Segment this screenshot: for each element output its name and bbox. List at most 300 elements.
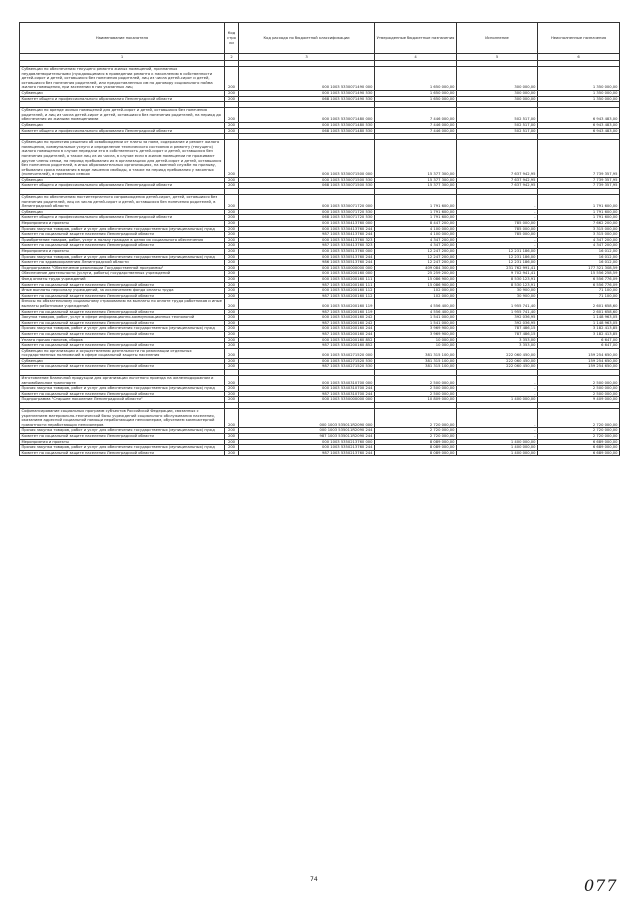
column-number: 4 [375,54,457,61]
row-approved: 3 969 900,00 [375,331,457,337]
row-approved: 381 315 100,00 [375,348,457,358]
row-approved: 1 791 600,00 [375,215,457,221]
row-kbk: 000 1003 5350000000 000 [239,397,375,403]
row-name: Мероприятия и проекты [20,221,225,227]
row-unexecuted: 6 647,00 [538,337,620,343]
row-code: 200 [225,282,239,288]
row-execution: 300 000,00 [457,67,538,91]
row-execution: 8 530 123,91 [457,282,538,288]
row-execution: - [457,195,538,210]
row-execution: 1 400 000,00 [457,445,538,451]
row-approved: 2 500 000,00 [375,386,457,392]
table-body [20,61,620,456]
row-unexecuted: 1 350 000,00 [538,90,620,96]
row-unexecuted: 7 739 357,95 [538,183,620,189]
row-code: 200 [225,128,239,134]
row-unexecuted: 7 739 357,95 [538,140,620,178]
row-kbk: 000 1003 5330071490 530 [239,90,375,96]
row-approved: 7 446 000,00 [375,122,457,128]
row-code: 200 [225,343,239,349]
row-unexecuted: 71 100,00 [538,288,620,294]
row-code: 200 [225,96,239,102]
row-kbk: 000 1003 5340200160 112 [239,288,375,294]
row-name: Прочая закупка товаров, работ и услуг для обеспечения государственных (муниципальных) нужд [20,428,225,434]
row-unexecuted: 2 601 658,60 [538,299,620,309]
row-name: Комитет по социальной защите населения Ленинградской области [20,364,225,370]
row-execution: 9 702 941,41 [457,271,538,277]
row-name: Комитет по социальной защите населения Ленинградской области [20,391,225,397]
row-kbk: 000 1003 5330071480 530 [239,122,375,128]
row-unexecuted: 1 791 600,00 [538,209,620,215]
row-name: Иные выплаты персоналу учреждений, за исключением фонда оплаты труда [20,288,225,294]
row-approved: 1 650 000,00 [375,96,457,102]
row-kbk: 000 1003 535011R2090 244 [239,428,375,434]
row-execution: 300 000,00 [457,90,538,96]
row-execution: 785 000,00 [457,221,538,227]
row-unexecuted: 4 347 200,00 [538,237,620,243]
row-code: 200 [225,450,239,456]
row-unexecuted: 9 409 000,00 [538,397,620,403]
row-name: Субвенции [20,209,225,215]
row-kbk: 986 1003 5330513760 244 [239,260,375,266]
row-kbk: 000 1003 5340200160 852 [239,337,375,343]
row-unexecuted: 6 556 776,09 [538,276,620,282]
row-code: 200 [225,326,239,332]
row-kbk: 987 1003 5340200160 242 [239,320,375,326]
row-kbk: 987 1003 5330413760 244 [239,232,375,238]
row-name: Обеспечение деятельности (услуги, работы) государственных учреждений [20,271,225,277]
row-unexecuted: 2 720 000,00 [538,409,620,428]
row-kbk: 000 1003 5330071490 000 [239,67,375,91]
row-execution: 785 000,00 [457,226,538,232]
row-name: Субвенции по организации и осуществлению деятельности по реализации отдельных государственных полномочий в сфере социальной защиты населения [20,348,225,358]
row-unexecuted: 7 662 200,00 [538,221,620,227]
row-code: 200 [225,221,239,227]
row-code: 200 [225,90,239,96]
row-approved: 102 000,00 [375,293,457,299]
row-unexecuted: 1 791 600,00 [538,215,620,221]
row-kbk: 987 1003 5340271520 530 [239,364,375,370]
table-row [20,108,620,123]
row-name: Приобретение товаров, работ, услуг в пользу граждан в целях их социального обеспечения [20,237,225,243]
row-kbk: 000 1003 5330413760 323 [239,237,375,243]
row-approved: 10 000,00 [375,337,457,343]
row-name: Субвенции по обеспечению постинтернатного сопровождения детей-сирот, детей, оставшихся без попечения родителей, лиц из числа детей-сирот и детей, оставшихся без попечения родителей, в Ленинградской области [20,195,225,210]
column-number: 3 [239,54,375,61]
row-execution: 12 231 186,00 [457,260,538,266]
row-approved: 15 377 300,00 [375,177,457,183]
row-name: Мероприятия и проекты [20,439,225,445]
row-code: 200 [225,320,239,326]
row-kbk: 987 1003 535011R2090 244 [239,434,375,440]
row-execution: 502 517,00 [457,122,538,128]
row-unexecuted: 2 601 658,60 [538,309,620,315]
row-code: 200 [225,260,239,266]
row-kbk: 987 1003 5340200160 119 [239,309,375,315]
row-approved: 15 086 900,00 [375,276,457,282]
row-name: Комитет по социальной защите населения Ленинградской области [20,450,225,456]
row-execution: 1 955 741,40 [457,309,538,315]
row-code: 200 [225,376,239,386]
row-name: Комитет по социальной защите населения Ленинградской области [20,293,225,299]
row-name: Комитет общего и профессионального образования Ленинградской области [20,128,225,134]
row-name: Прочая закупка товаров, работ и услуг для обеспечения государственных (муниципальных) нужд [20,445,225,451]
row-kbk: 000 1003 5350213760 244 [239,445,375,451]
row-execution: 7 637 942,95 [457,177,538,183]
row-approved: 12 247 200,00 [375,260,457,266]
row-execution: 30 900,00 [457,288,538,294]
row-execution: 300 000,00 [457,96,538,102]
row-code: 200 [225,391,239,397]
row-unexecuted: 1 148 963,05 [538,320,620,326]
row-unexecuted: 6 689 000,00 [538,445,620,451]
row-name: Субвенции по аренде жилых помещений для детей-сирот и детей, оставшихся без попечения родителей, и лиц из числа детей-сирот и детей, оставшихся без попечения родителей, на период до обеспечения их жилыми помещениями [20,108,225,123]
row-kbk: 000 1003 5340200160 000 [239,271,375,277]
row-code: 200 [225,249,239,255]
row-kbk: 000 1003 5340271520 000 [239,348,375,358]
row-execution: - [457,243,538,249]
row-code: 200 [225,397,239,403]
row-unexecuted: 7 739 357,95 [538,177,620,183]
row-execution: 30 900,00 [457,293,538,299]
row-execution: - [457,209,538,215]
row-code: 200 [225,445,239,451]
row-kbk: 068 1003 5330071500 530 [239,183,375,189]
row-approved: 15 377 300,00 [375,183,457,189]
row-execution: - [457,409,538,428]
row-kbk: 000 1003 5340200160 111 [239,276,375,282]
row-approved: 1 791 600,00 [375,195,457,210]
table-row [20,409,620,428]
row-code: 200 [225,215,239,221]
row-execution: - [457,237,538,243]
row-unexecuted: 3 182 413,85 [538,326,620,332]
row-code: 200 [225,434,239,440]
row-name: Комитет по социальной защите населения Ленинградской области [20,309,225,315]
row-approved: 409 084 300,00 [375,265,457,271]
row-unexecuted: 2 720 000,00 [538,434,620,440]
row-name: Софинансирование социальных программ субъектов Российской Федерации, связанных с укреплением материально-технической базы учреждений социального обслуживания населения, оказанием адресной социальной помощи неработающим пенсионерам, обучением компьютерной грамотности неработающих пенсионеров [20,409,225,428]
column-number: 2 [225,54,239,61]
row-unexecuted: 159 254 650,00 [538,358,620,364]
row-unexecuted: 4 347 200,00 [538,243,620,249]
row-kbk: 987 1003 5350213760 244 [239,450,375,456]
row-code: 200 [225,337,239,343]
row-approved: 102 000,00 [375,288,457,294]
row-approved: 4 100 000,00 [375,232,457,238]
row-name: Комитет по социальной защите населения Ленинградской области [20,282,225,288]
row-kbk: 000 1003 5350213760 000 [239,439,375,445]
row-approved: 10 809 000,00 [375,397,457,403]
row-unexecuted: 6 689 000,00 [538,439,620,445]
row-code: 200 [225,439,239,445]
row-kbk: 987 1003 5340310700 244 [239,391,375,397]
row-code: 200 [225,364,239,370]
row-name: Комитет по социальной защите населения Ленинградской области [20,343,225,349]
row-execution: - [457,376,538,386]
row-code: 200 [225,232,239,238]
row-name: Подпрограмма "Старшее поколение Ленинградской области" [20,397,225,403]
header-approved: Утвержденные бюджетные назначения [375,23,457,54]
row-execution: 222 060 450,00 [457,358,538,364]
row-name: Прочая закупка товаров, работ и услуг для обеспечения государственных (муниципальных) нужд [20,226,225,232]
table-row [20,67,620,91]
row-approved: 4 100 000,00 [375,226,457,232]
row-approved: 8 089 000,00 [375,450,457,456]
row-name: Субвенции по обеспечению текущего ремонта жилых помещений, признанных неудовлетворительными (нуждающимися в проведении ремонта к накоплению в собственности детей-сирот и детей, оставшихся без попечения родителей, лиц из числа детей-сирот и детей, оставшихся без попечения родителей, или предоставленных им по договору социального найма жилого помещения, при заселении в них указанных лиц [20,67,225,91]
row-unexecuted: 15 556 258,59 [538,271,620,277]
row-unexecuted: 2 500 000,00 [538,391,620,397]
row-unexecuted: 6 943 483,00 [538,128,620,134]
row-approved: 2 720 000,00 [375,434,457,440]
row-kbk: 000 1003 5340000000 000 [239,265,375,271]
row-unexecuted: 6 943 483,00 [538,108,620,123]
row-kbk: 068 1003 5330071720 530 [239,215,375,221]
row-execution: - [457,386,538,392]
row-kbk: 068 1003 5330071480 530 [239,128,375,134]
row-code: 200 [225,243,239,249]
column-number: 1 [20,54,225,61]
row-execution: 222 060 450,00 [457,364,538,370]
row-code: 200 [225,315,239,321]
row-approved: 2 720 000,00 [375,409,457,428]
row-execution: 502 517,00 [457,108,538,123]
row-name: Субвенции [20,122,225,128]
row-kbk: 000 1003 5340200160 244 [239,326,375,332]
row-code: 200 [225,271,239,277]
row-approved: 2 500 000,00 [375,391,457,397]
row-name: Субвенции по принятию решения об освобождении от платы за наем, содержание и ремонт жилого помещения, коммунальные услуги и определение технического состояния и ремонту (текущего) жилого помещения в случае передачи его в собственность детей-сирот и детей, оставшихся без попечения родителей, а также лиц из их числа, в случае если в жилом помещении не проживают другие члены семьи, на период пребывания их в организациях для детей-сирот и детей, оставшихся без попечения родителей, в иных образовательных организациях, на военной службе по призыву, отбывания срока наказания в виде лишения свободы, а также на период пребывания у законных (попечителей), в приемных семьях [20,140,225,178]
row-name: Закупка товаров, работ, услуг в сфере информационно-коммуникационных технологий [20,315,225,321]
table-row [20,348,620,358]
row-kbk: 000 1003 5330071720 000 [239,195,375,210]
row-execution: 392 036,95 [457,315,538,321]
row-code: 200 [225,293,239,299]
row-unexecuted: 3 182 413,85 [538,331,620,337]
row-code: 200 [225,209,239,215]
row-unexecuted: 71 100,00 [538,293,620,299]
page-number: 74 [310,876,318,883]
row-kbk: 000 1003 5340200160 119 [239,299,375,309]
row-code: 200 [225,254,239,260]
row-code: 200 [225,309,239,315]
budget-execution-table [19,22,620,456]
row-kbk: 000 1003 5340310700 244 [239,386,375,392]
row-approved: 4 347 200,00 [375,243,457,249]
row-approved: 7 446 000,00 [375,108,457,123]
row-unexecuted: 16 012,00 [538,254,620,260]
row-execution: 231 762 991,41 [457,265,538,271]
column-number-row [20,54,620,61]
row-code: 200 [225,348,239,358]
row-name: Изготовление бланочной продукции для организации льготного проезда на железнодорожном и автомобильном транспорте [20,376,225,386]
row-name: Комитет по социальной защите населения Ленинградской области [20,320,225,326]
row-unexecuted: 16 012,00 [538,260,620,266]
row-name: Прочая закупка товаров, работ и услуг для обеспечения государственных (муниципальных) нужд [20,326,225,332]
row-execution: 1 400 000,00 [457,439,538,445]
header-code: Код стро ки [225,23,239,54]
row-code: 200 [225,237,239,243]
row-code: 200 [225,299,239,309]
row-execution: 785 000,00 [457,232,538,238]
row-name: Подпрограмма "Обеспечение реализации Государственной программы" [20,265,225,271]
row-execution: - [457,428,538,434]
row-kbk: 000 1003 5330513760 000 [239,249,375,255]
row-kbk: 987 1003 5340200160 111 [239,282,375,288]
row-approved: 12 247 200,00 [375,249,457,255]
row-name: Фонд оплаты труда учреждений [20,276,225,282]
row-unexecuted: 1 148 963,05 [538,315,620,321]
row-kbk: 987 1003 5330413760 323 [239,243,375,249]
row-name: Комитет общего и профессионального образования Ленинградской области [20,183,225,189]
budget-table-sheet [19,22,619,456]
row-execution: 12 231 186,00 [457,249,538,255]
row-approved: 8 089 000,00 [375,439,457,445]
row-unexecuted: 3 315 000,00 [538,226,620,232]
row-code: 200 [225,195,239,210]
row-code: 200 [225,358,239,364]
row-unexecuted: 3 315 000,00 [538,232,620,238]
table-row [20,140,620,178]
row-approved: 1 541 000,00 [375,320,457,326]
row-approved: 2 720 000,00 [375,428,457,434]
row-kbk: 987 1003 5340200160 852 [239,343,375,349]
table-row [20,299,620,309]
row-kbk: 000 1003 5340271520 530 [239,358,375,364]
row-kbk: 000 1003 5330071720 530 [239,209,375,215]
row-approved: 10 000,00 [375,343,457,349]
row-unexecuted: 6 689 000,00 [538,450,620,456]
row-execution: - [457,391,538,397]
row-code: 200 [225,140,239,178]
row-execution: 1 955 741,40 [457,299,538,309]
row-approved: 1 650 000,00 [375,67,457,91]
row-code: 200 [225,67,239,91]
row-unexecuted: 159 254 650,00 [538,348,620,358]
row-code: 200 [225,177,239,183]
row-approved: 4 347 200,00 [375,237,457,243]
row-kbk: 987 1003 5340200160 244 [239,331,375,337]
row-kbk: 000 1003 5330513760 244 [239,254,375,260]
row-code: 200 [225,428,239,434]
row-approved: 381 315 100,00 [375,364,457,370]
row-name: Комитет по социальной защите населения Ленинградской области [20,243,225,249]
header-row [20,23,620,54]
row-name: Комитет общего и профессионального образования Ленинградской области [20,96,225,102]
header-name: Наименование показателя [20,23,225,54]
row-name: Прочая закупка товаров, работ и услуг для обеспечения государственных (муниципальных) нужд [20,254,225,260]
row-code: 200 [225,288,239,294]
row-code: 200 [225,276,239,282]
row-code: 200 [225,386,239,392]
row-approved: 8 089 000,00 [375,445,457,451]
row-execution: 1 400 000,00 [457,397,538,403]
row-execution: 8 530 123,91 [457,276,538,282]
row-name: Прочая закупка товаров, работ и услуг для обеспечения государственных (муниципальных) нужд [20,386,225,392]
row-approved: 8 447 200,00 [375,221,457,227]
row-kbk: 000 1003 5330071500 000 [239,140,375,178]
header-execution: Исполнение [457,23,538,54]
row-execution: 787 486,15 [457,326,538,332]
row-kbk: 000 1003 5330413760 000 [239,221,375,227]
row-execution: 7 637 942,95 [457,140,538,178]
row-kbk: 000 1003 5330413760 244 [239,226,375,232]
row-execution: 7 637 942,95 [457,183,538,189]
row-unexecuted: 177 321 308,59 [538,265,620,271]
row-approved: 4 556 400,00 [375,299,457,309]
row-approved: 2 500 000,00 [375,376,457,386]
row-name: Комитет по социальной защите населения Ленинградской области [20,434,225,440]
row-code: 200 [225,183,239,189]
row-execution: 1 400 000,00 [457,450,538,456]
row-name: Уплата прочих налогов, сборов [20,337,225,343]
row-code: 200 [225,265,239,271]
table-row [20,376,620,386]
row-name: Мероприятия и проекты [20,249,225,255]
row-kbk: 068 1003 5330071490 530 [239,96,375,102]
row-approved: 12 247 200,00 [375,254,457,260]
row-execution: 3 353,00 [457,343,538,349]
header-kbk: Код расхода по бюджетной классификации [239,23,375,54]
row-approved: 381 315 100,00 [375,358,457,364]
row-unexecuted: 159 254 650,00 [538,364,620,370]
row-kbk: 000 1003 535011R2090 000 [239,409,375,428]
row-name: Взносы по обязательному социальному страхованию на выплаты по оплате труда работников и иные выплаты работникам учреждений [20,299,225,309]
row-unexecuted: 16 012,00 [538,249,620,255]
row-unexecuted: 1 350 000,00 [538,96,620,102]
row-code: 200 [225,108,239,123]
row-name: Комитет общего и профессионального образования Ленинградской области [20,215,225,221]
row-unexecuted: 6 647,00 [538,343,620,349]
row-execution: 392 036,95 [457,320,538,326]
row-execution: 3 353,00 [457,337,538,343]
row-name: Комитет по здравоохранению Ленинградской области [20,260,225,266]
table-row [20,450,620,456]
row-approved: 3 969 900,00 [375,326,457,332]
row-code: 200 [225,122,239,128]
row-approved: 1 650 000,00 [375,90,457,96]
handwritten-page-stamp: 077 [584,876,618,895]
row-code: 200 [225,226,239,232]
column-number: 6 [538,54,620,61]
header-unexecuted: Неисполненные назначения [538,23,620,54]
row-approved: 15 377 300,00 [375,140,457,178]
row-unexecuted: 1 791 600,00 [538,195,620,210]
row-unexecuted: 1 350 000,00 [538,67,620,91]
row-execution: 222 060 450,00 [457,348,538,358]
row-name: Субвенции [20,177,225,183]
row-name: Комитет по социальной защите населения Ленинградской области [20,331,225,337]
row-kbk: 000 1003 5340200160 242 [239,315,375,321]
row-kbk: 987 1003 5340200160 112 [239,293,375,299]
row-name: Субвенции [20,90,225,96]
row-unexecuted: 6 943 483,00 [538,122,620,128]
row-unexecuted: 2 500 000,00 [538,386,620,392]
row-execution: - [457,434,538,440]
row-execution: 12 231 186,00 [457,254,538,260]
table-row [20,195,620,210]
column-number: 5 [457,54,538,61]
row-approved: 1 791 600,00 [375,209,457,215]
row-kbk: 000 1003 5340310700 000 [239,376,375,386]
row-execution: - [457,215,538,221]
row-execution: 787 486,15 [457,331,538,337]
row-approved: 15 086 900,00 [375,282,457,288]
row-name: Субвенции [20,358,225,364]
row-execution: 502 517,00 [457,128,538,134]
row-approved: 7 446 000,00 [375,128,457,134]
row-name: Комитет по социальной защите населения Ленинградской области [20,232,225,238]
